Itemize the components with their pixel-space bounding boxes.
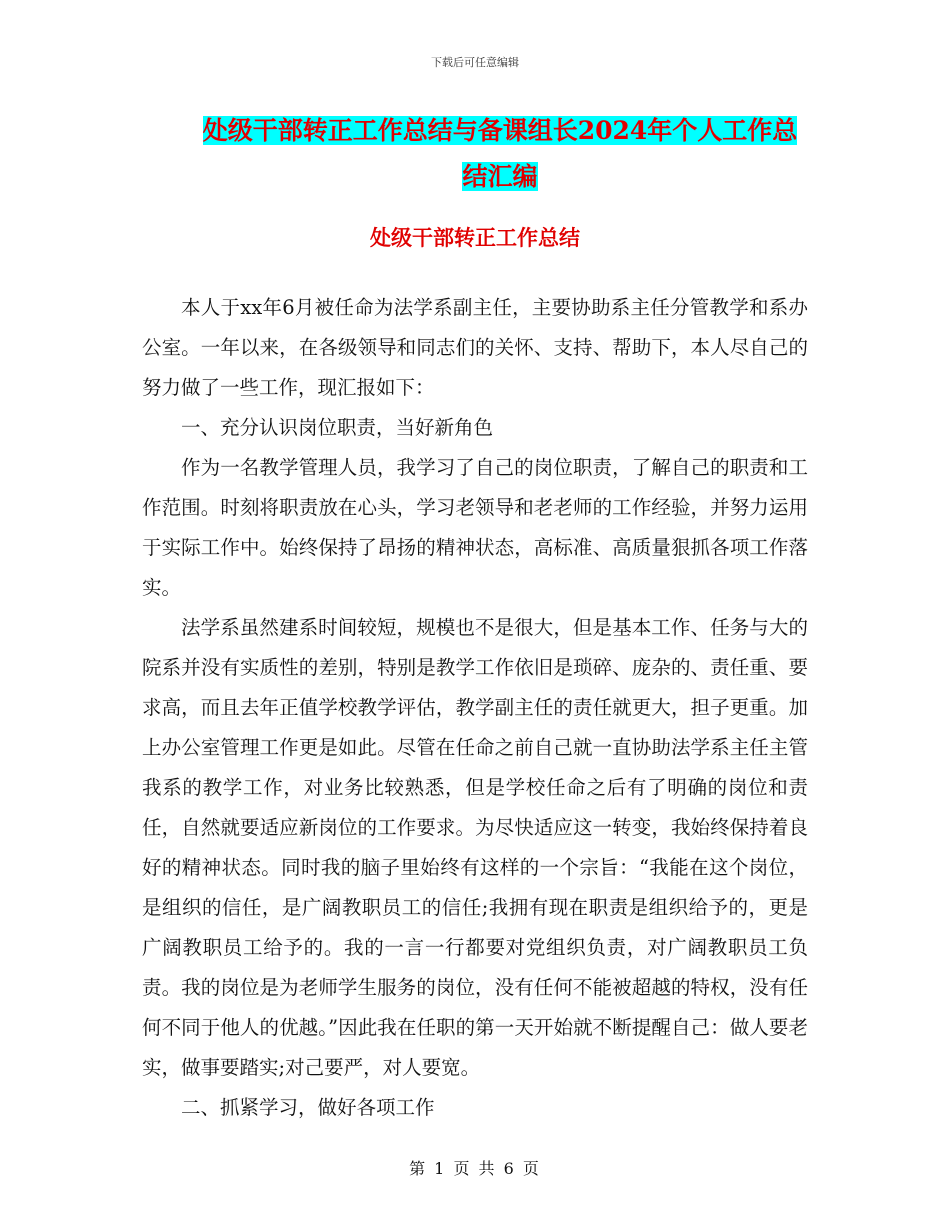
document-title-line-2: 结汇编 — [462, 162, 538, 191]
document-title — [140, 108, 860, 200]
document-body — [142, 288, 808, 1128]
paragraph-intro: 本人于xx年6月被任命为法学系副主任，主要协助系主任分管教学和系办公室。一年以来，在各级领导和同志们的关怀、支持、帮助下，本人尽自己的努力做了一些工作，现汇报如下： — [142, 296, 808, 399]
paragraph-department: 法学系虽然建系时间较短，规模也不是很大，但是基本工作、任务与大的院系并没有实质性的差别，特别是教学工作依旧是琐碎、庞杂的、责任重、要求高，而且去年正值学校教学评估，教学副主任的责任就更大，担子更重。加上办公室管理工作更是如此。尽管在任命之前自己就一直协助法学系主任主管我系的教学工作，对业务比较熟悉，但是学校任命之后有了明确的岗位和责任，自然就要适应新岗位的工作要求。为尽快适应这一转变，我始终保持着良好的精神状态。同时我的脑子里始终有这样的一个宗旨：“我能在这个岗位，是组织的信任，是广阔教职员工的信任;我拥有现在职责是组织给予的，更是广阔教职员工给予的。我的一言一行都要对党组织负责，对广阔教职员工负责。我的岗位是为老师学生服务的岗位，没有任何不能被超越的特权，没有任何不同于他人的优越。”因此我在任职的第一天开始就不断提醒自己：做人要老实，做事要踏实;对己要严，对人要宽。 — [142, 616, 808, 1079]
heading-part-2: 二、抓紧学习，做好各项工作 — [181, 1096, 435, 1119]
heading-part-1: 一、充分认识岗位职责，当好新角色 — [181, 416, 494, 439]
page-footer: 第 1 页 共 6 页 — [409, 1159, 541, 1178]
section-title: 处级干部转正工作总结 — [370, 225, 580, 250]
document-title-line-1: 处级干部转正工作总结与备课组长2024年个人工作总 — [202, 116, 798, 145]
paragraph-role: 作为一名教学管理人员，我学习了自己的岗位职责，了解自己的职责和工作范围。时刻将职责放在心头，学习老领导和老老师的工作经验，并努力运用于实际工作中。始终保持了昂扬的精神状态，高标准、高质量狠抓各项工作落实。 — [142, 456, 808, 599]
page-header: 下载后可任意编辑 — [431, 56, 519, 69]
